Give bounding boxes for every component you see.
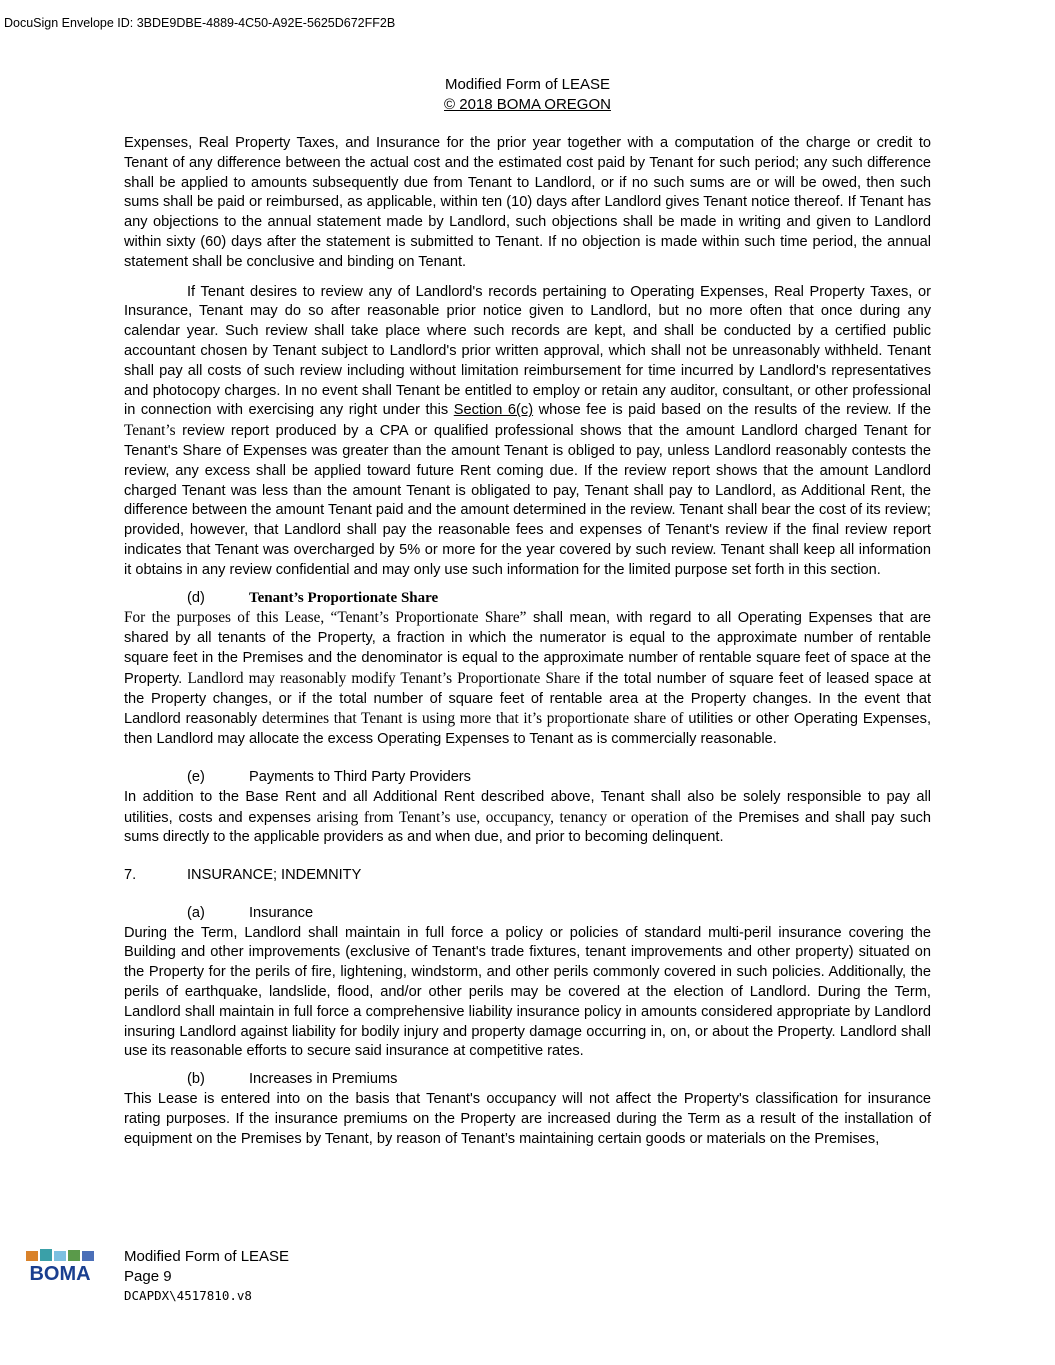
subsection-d-heading: [124, 589, 931, 609]
text-run: arising from Tenant’s use, occupancy, tenancy or operation of th: [316, 808, 725, 826]
text-run: review report produced by a CPA or qualified professional shows that the amount Landlord charged Tenant for Tenant's Share of Expenses was greater than the amount Tenant is obliged to pay, unless Landlord reasonably contests the review, any excess shall be applied toward future Rent coming due. If the review report shows that the amount Landlord charged Tenant was less than the amount Tenant is obligated to pay, Tenant shall pay to Landlord, as Additional Rent, the difference between the amount Tenant paid and the amount determined in the review. Tenant shall bear the cost of its review; provided, however, that Landlord shall pay the reasonable fees and expenses of Tenant's review if the final review report indicates that Tenant was overcharged by 5% or more for the year covered by such review. Tenant shall keep all information it obtains in any review confidential and may only use such information for the limited purpose set forth in this section.: [124, 423, 931, 578]
header-title: Modified Form of LEASE: [444, 76, 611, 93]
text-run: If Tenant desires to review any of Landlord's records pertaining to Operating Expenses, Real Property Taxes, or Insurance, Tenant may do so after reasonable prior notice given to Landlord, but no more often that once during any calendar year. Such review shall take place where such records are kept, and shall be conducted by a certified public accountant chosen by Tenant subject to Landlord's prior written approval, which shall not be unreasonably withheld. Tenant shall pay all costs of such review including without limitation reimbursement for time incurred by Landlord's representatives and photocopy charges. In no event shall Tenant be entitled to employ or retain any auditor, consultant, or other professional in connection with exercising any right under this: [124, 283, 931, 419]
footer-title: Modified Form of LEASE: [124, 1248, 290, 1265]
boma-logo: [24, 1247, 100, 1287]
subsection-title: Payments to Third Party Providers: [249, 768, 471, 785]
subsection-label: (e): [187, 768, 205, 785]
subsection-title: Insurance: [249, 904, 314, 921]
text-run: utilities or other Operating Expenses, then Landlord may allocate the excess Operating Expenses to Tenant as is commercially reasonable.: [124, 711, 932, 748]
subsection-e-heading: [124, 768, 931, 788]
paragraph-increases-in-premiums: This Lease is entered into on the basis that Tenant's occupancy will not affect the Property's classification for insurance rating purposes. If the insurance premiums on the Property are increased during the Term as a result of the installation of equipment on the Premises by Tenant, by reason of Tenant’s maintaining certain goods or materials on the Premises,: [124, 1091, 931, 1147]
text-run: whose fee is paid based on the results of the review. If the: [533, 402, 931, 419]
text-run: determines that Tenant is using more that it’s proportionate share of: [261, 710, 684, 728]
paragraph-proportionate-share: [124, 608, 931, 750]
logo-block-green: [68, 1250, 80, 1261]
text-run: if the total number of square feet of leased space at the Property changes, or if the total number of square feet of rentable area at the Property changes. In the event that Landlord reasonably: [124, 670, 931, 728]
paragraph-expenses-statement: Expenses, Real Property Taxes, and Insurance for the prior year together with a computation of the charge or credit to Tenant of any difference between the actual cost and the estimated cost paid by Tenant for such period; any such difference shall be applied to amounts subsequently due from Tenant to Landlord, or if no such sums are or will be owed, then such sums shall be paid or reimbursed, as applicable, within ten (10) days after Landlord gives Tenant notice thereof. If Tenant has any objections to the annual statement made by Landlord, such objections shall be made in writing and given to Landlord within sixty (60) days after the statement is submitted to Tenant. If no objection is made within such time period, the annual statement shall be conclusive and binding on Tenant.: [124, 135, 931, 270]
text-run: In addition to the Base Rent and all Additional Rent described above, Tenant shall also be solely responsible to pay all utilities, costs and expenses: [124, 788, 931, 826]
subsection-a-heading: [124, 904, 931, 924]
logo-block-orange: [26, 1251, 38, 1261]
logo-block-blue: [82, 1251, 94, 1261]
footer-page-number: Page 9: [124, 1267, 172, 1285]
section-number: 7.: [124, 867, 137, 884]
page-footer: [124, 1247, 289, 1306]
text-run: For the purposes of this Lease, “Tenant’s Proportionate Share”: [124, 609, 527, 627]
subsection-b-heading: [124, 1070, 931, 1090]
paragraph-third-party-providers: [124, 788, 931, 848]
subsection-label: (a): [187, 904, 205, 921]
header-copyright: © 2018 BOMA OREGON: [444, 96, 611, 113]
logo-block-sky: [54, 1251, 66, 1261]
section-7-heading: [124, 866, 931, 886]
paragraph-insurance: During the Term, Landlord shall maintain in full force a policy or policies of standard multi-peril insurance covering the Building and other improvements (exclusive of Tenant's trade fixtures, tenant improvements and other property) situated on the Property for the perils of fire, lightening, windstorm, and other perils commonly covered in such policies. Additionally, the perils of earthquake, landslide, flood, and/or other perils may be covered at the election of Landlord. During the Term, Landlord shall maintain in full force a comprehensive liability insurance policy in amounts considered appropriate by Landlord insuring Landlord against liability for bodily injury and property damage occurring in, on, or about the Property. Landlord shall use its reasonable efforts to secure said insurance at competitive rates.: [124, 924, 931, 1060]
subsection-title: Tenant’s Proportionate Share: [249, 589, 439, 606]
section-title: INSURANCE; INDEMNITY: [187, 867, 362, 884]
logo-wordmark: BOMA: [29, 1263, 91, 1285]
text-run: shall mean, with regard to all Operating Expenses that are shared by all tenants of the Property, a fraction in which the numerator is equal to the approximate number of rentable square feet in the Premises and the denominator is equal to the approximate number of rentable square feet of space at the Property.: [124, 610, 931, 687]
text-run: e Premises and shall pay such sums directly to the applicable providers as and when due, and prior to becoming delinquent.: [124, 809, 931, 846]
footer-document-id: DCAPDX\4517810.v8: [124, 1288, 252, 1303]
paragraph-records-review: [124, 283, 931, 581]
subsection-label: (b): [187, 1071, 205, 1088]
section-reference-link[interactable]: Section 6(c): [453, 402, 534, 419]
subsection-label: (d): [187, 589, 205, 606]
subsection-title: Increases in Premiums: [249, 1071, 398, 1088]
text-run: Landlord may reasonably modify Tenant’s Proportionate Share: [187, 669, 581, 687]
text-run: Tenant’s: [124, 422, 176, 440]
logo-block-teal: [40, 1249, 52, 1261]
document-body: [124, 134, 931, 1149]
docusign-envelope-id: DocuSign Envelope ID: 3BDE9DBE-4889-4C50-A92E-5625D672FF2B: [4, 16, 396, 30]
